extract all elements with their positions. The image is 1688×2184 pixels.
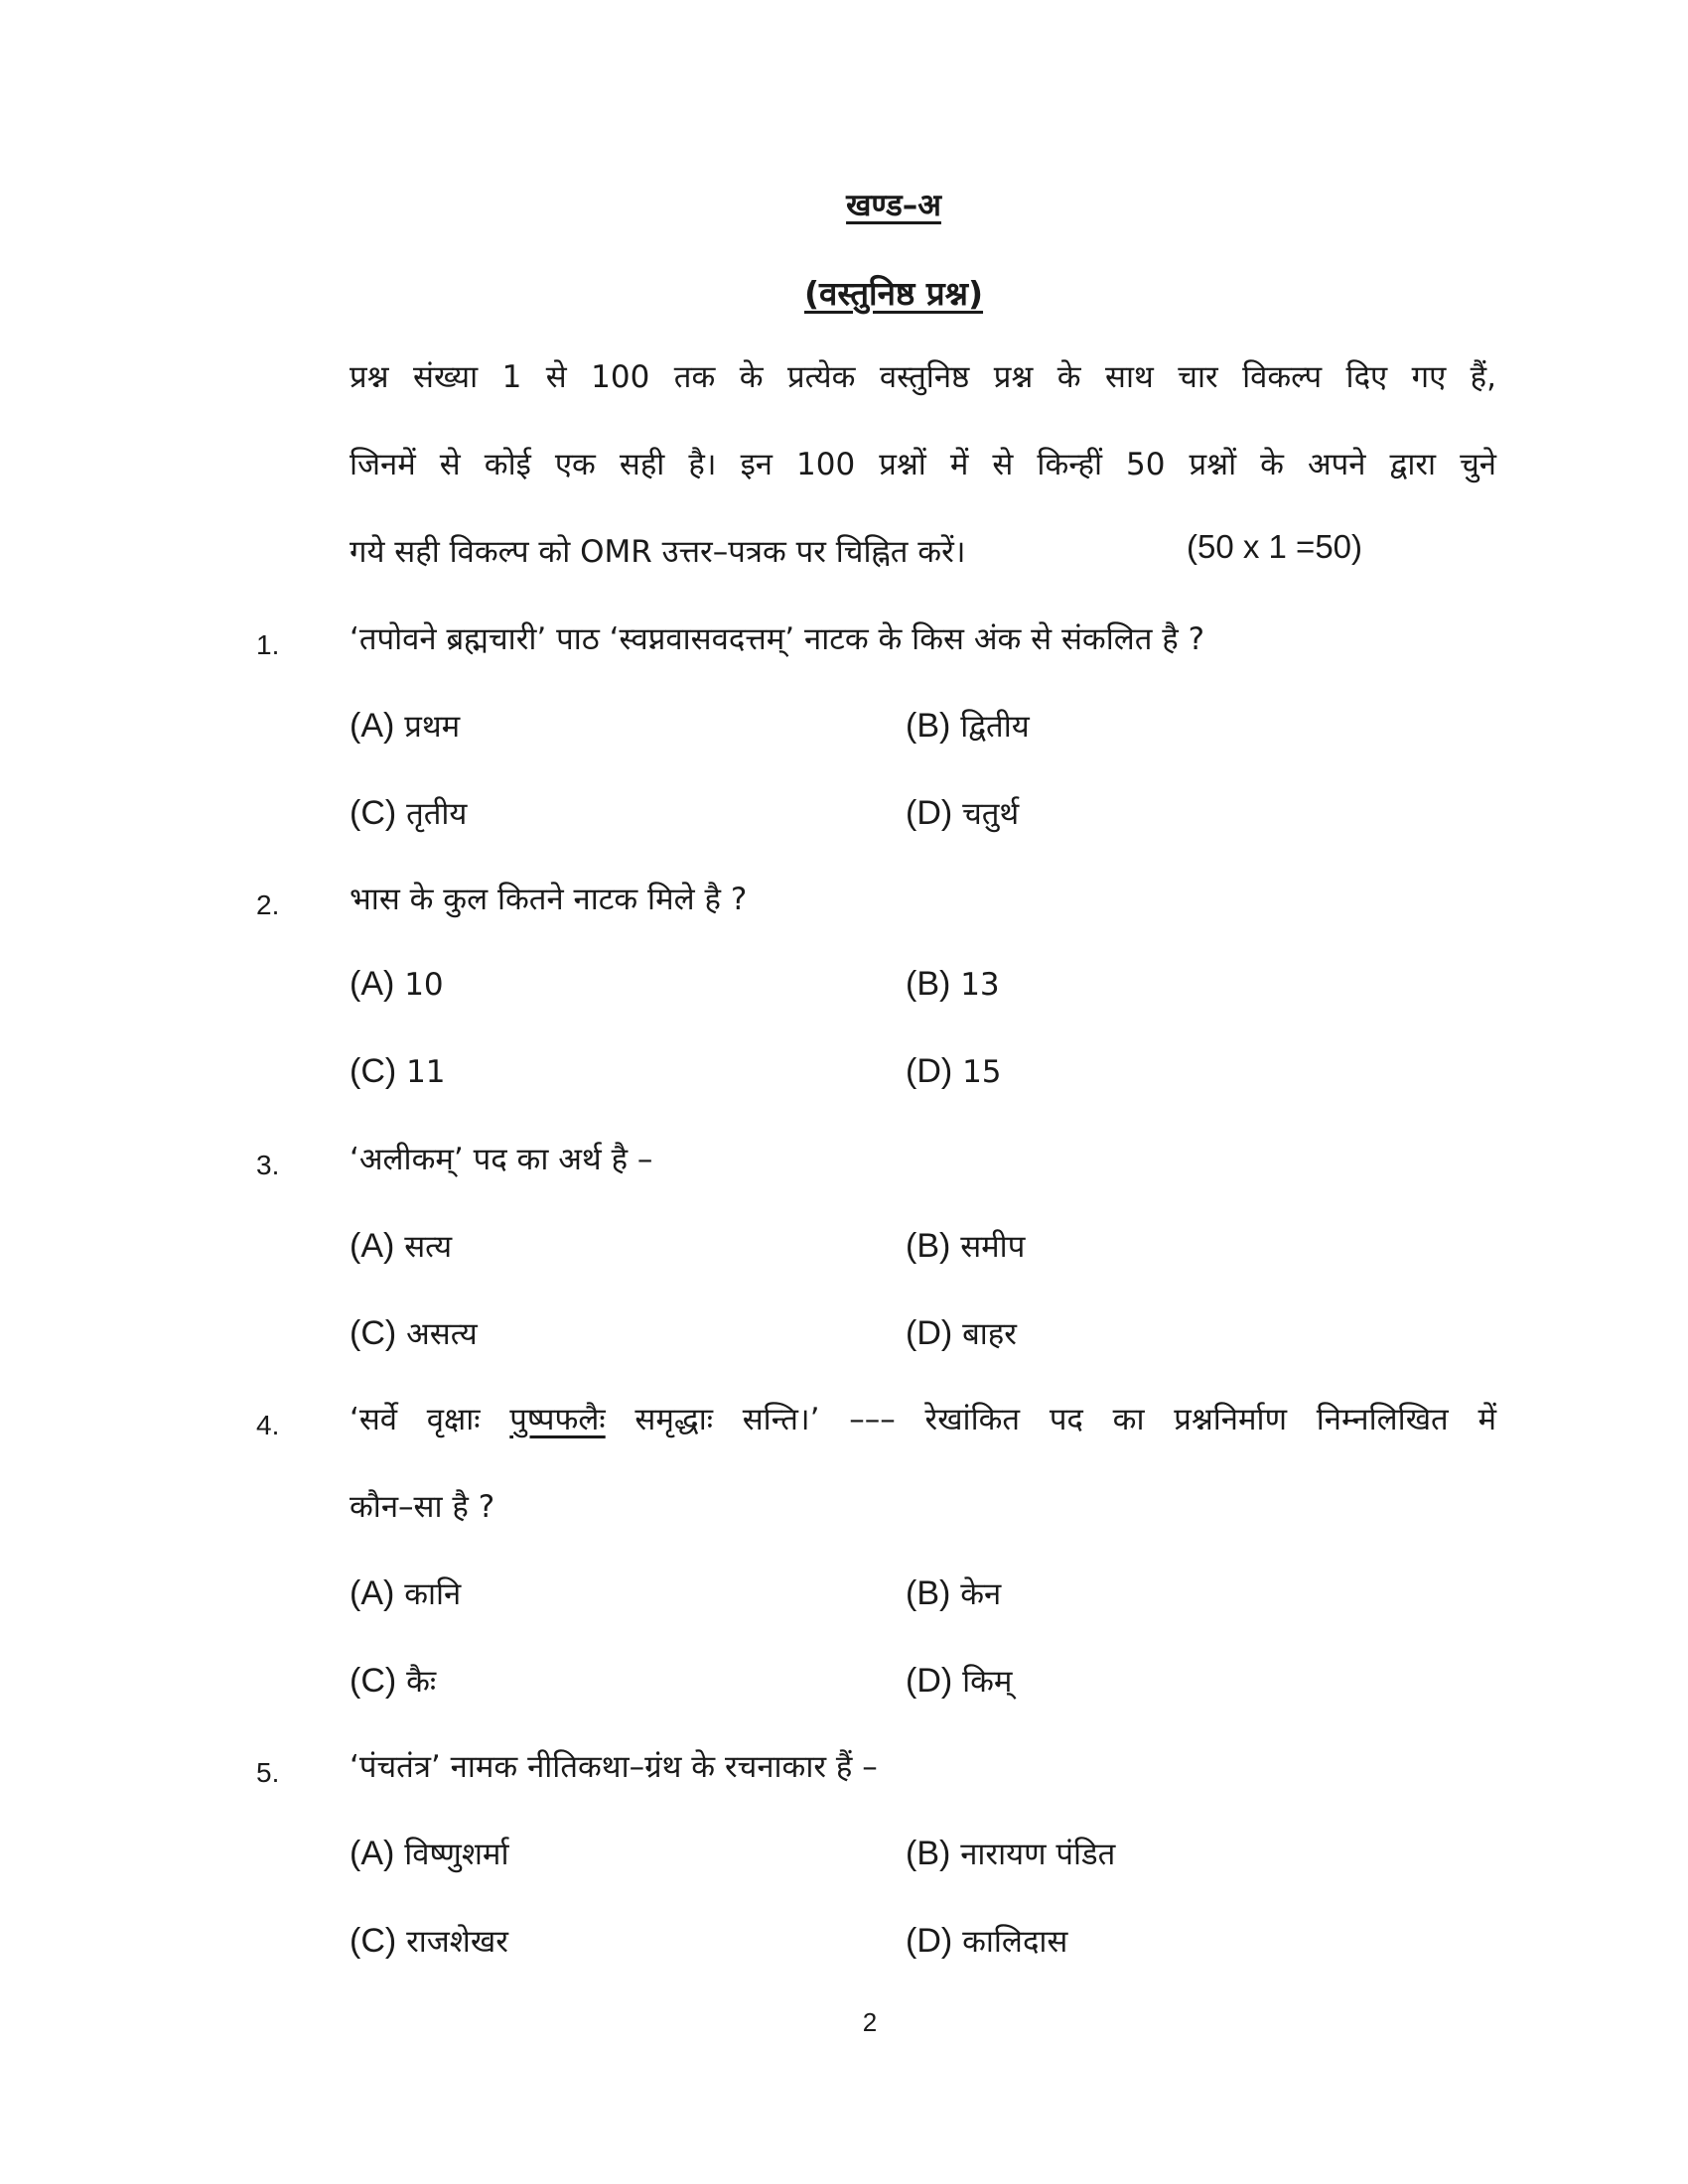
option-text: विष्णुशर्मा bbox=[404, 1837, 509, 1872]
option-text: समीप bbox=[960, 1229, 1026, 1265]
option-b bbox=[906, 1572, 1001, 1614]
question-text: ‘तपोवने ब्रह्मचारी’ पाठ ‘स्वप्नवासवदत्तम्’ नाटक के किस अंक से संकलित है ? bbox=[350, 621, 1205, 657]
option-text: चतुर्थ bbox=[962, 796, 1020, 832]
question-number: 4. bbox=[256, 1410, 280, 1440]
option-c bbox=[350, 1312, 478, 1354]
option-letter: (C) bbox=[350, 1314, 397, 1352]
question-text: ‘पंचतंत्र’ नामक नीतिकथा–ग्रंथ के रचनाकार हैं – bbox=[350, 1749, 878, 1785]
option-d bbox=[906, 1920, 1067, 1962]
instruction-line-2: जिनमें से कोई एक सही है। इन 100 प्रश्नों में से किन्हीं 50 प्रश्नों के अपने द्वारा चुने bbox=[350, 447, 1496, 482]
option-letter: (D) bbox=[906, 794, 953, 832]
option-b bbox=[906, 1225, 1025, 1267]
option-c bbox=[350, 1052, 446, 1091]
option-a bbox=[350, 965, 444, 1004]
option-text: 13 bbox=[960, 967, 1000, 1003]
option-letter: (B) bbox=[906, 1835, 951, 1872]
page-number: 2 bbox=[862, 2007, 878, 2037]
question-text bbox=[350, 1398, 1496, 1439]
section-title: खण्ड–अ bbox=[846, 188, 941, 223]
option-d bbox=[906, 792, 1019, 834]
option-text: सत्य bbox=[404, 1229, 453, 1265]
option-letter: (C) bbox=[350, 794, 397, 832]
option-text: कानि bbox=[404, 1576, 462, 1612]
section-subtitle: (वस्तुनिष्ठ प्रश्न) bbox=[803, 274, 984, 313]
option-letter: (C) bbox=[350, 1662, 397, 1700]
option-letter: (A) bbox=[350, 1227, 395, 1265]
question-text: ‘अलीकम्’ पद का अर्थ है – bbox=[350, 1142, 653, 1177]
question-number: 2. bbox=[256, 889, 280, 920]
option-letter: (C) bbox=[350, 1922, 397, 1960]
option-text: कैः bbox=[406, 1664, 437, 1700]
option-letter: (A) bbox=[350, 965, 395, 1003]
option-letter: (D) bbox=[906, 1662, 953, 1700]
option-letter: (C) bbox=[350, 1052, 397, 1090]
option-text: 15 bbox=[962, 1054, 1002, 1090]
option-letter: (B) bbox=[906, 707, 951, 745]
option-text: 10 bbox=[404, 967, 444, 1003]
option-letter: (B) bbox=[906, 1227, 951, 1265]
question-text-part: ‘सर्वे वृक्षाः bbox=[350, 1402, 510, 1437]
option-a bbox=[350, 1833, 509, 1874]
option-text: असत्य bbox=[406, 1316, 478, 1352]
option-text: नारायण पंडित bbox=[960, 1837, 1116, 1872]
question-number: 5. bbox=[256, 1757, 280, 1788]
option-a bbox=[350, 1572, 461, 1614]
option-letter: (B) bbox=[906, 965, 951, 1003]
option-d bbox=[906, 1660, 1012, 1702]
option-a bbox=[350, 1225, 452, 1267]
instruction-line-1: प्रश्न संख्या 1 से 100 तक के प्रत्येक वस्तुनिष्ठ प्रश्न के साथ चार विकल्प दिए गए हैं, bbox=[350, 359, 1496, 395]
option-letter: (D) bbox=[906, 1314, 953, 1352]
option-d bbox=[906, 1052, 1002, 1091]
option-c bbox=[350, 1660, 436, 1702]
option-b bbox=[906, 1833, 1115, 1874]
option-text: द्वितीय bbox=[960, 709, 1030, 745]
option-c bbox=[350, 1920, 508, 1962]
option-text: बाहर bbox=[962, 1316, 1017, 1352]
question-number: 3. bbox=[256, 1150, 280, 1180]
option-letter: (B) bbox=[906, 1574, 951, 1612]
question-text-continued: कौन–सा है ? bbox=[350, 1489, 495, 1525]
question-text-part: समृद्धाः सन्ति।’ ––– रेखांकित पद का प्रश्ननिर्माण निम्नलिखित में bbox=[605, 1402, 1496, 1437]
option-text: 11 bbox=[406, 1054, 446, 1090]
option-letter: (D) bbox=[906, 1052, 953, 1090]
option-text: कालिदास bbox=[962, 1924, 1068, 1960]
marks-allocation: (50 x 1 =50) bbox=[1187, 528, 1363, 565]
option-d bbox=[906, 1312, 1017, 1354]
option-text: केन bbox=[960, 1576, 1002, 1612]
question-text: भास के कुल कितने नाटक मिले है ? bbox=[350, 882, 748, 917]
option-text: तृतीय bbox=[406, 796, 468, 832]
option-letter: (D) bbox=[906, 1922, 953, 1960]
option-letter: (A) bbox=[350, 707, 395, 745]
option-text: प्रथम bbox=[404, 709, 461, 745]
option-text: किम् bbox=[962, 1664, 1013, 1700]
option-letter: (A) bbox=[350, 1835, 395, 1872]
option-b bbox=[906, 705, 1030, 747]
underlined-word: पुष्पफलैः bbox=[509, 1402, 606, 1437]
option-b bbox=[906, 965, 1000, 1004]
question-number: 1. bbox=[256, 629, 280, 660]
option-a bbox=[350, 705, 460, 747]
instruction-line-3: गये सही विकल्प को OMR उत्तर–पत्रक पर चिह्नित करें। bbox=[350, 534, 966, 570]
option-letter: (A) bbox=[350, 1574, 395, 1612]
option-text: राजशेखर bbox=[406, 1924, 508, 1960]
option-c bbox=[350, 792, 467, 834]
